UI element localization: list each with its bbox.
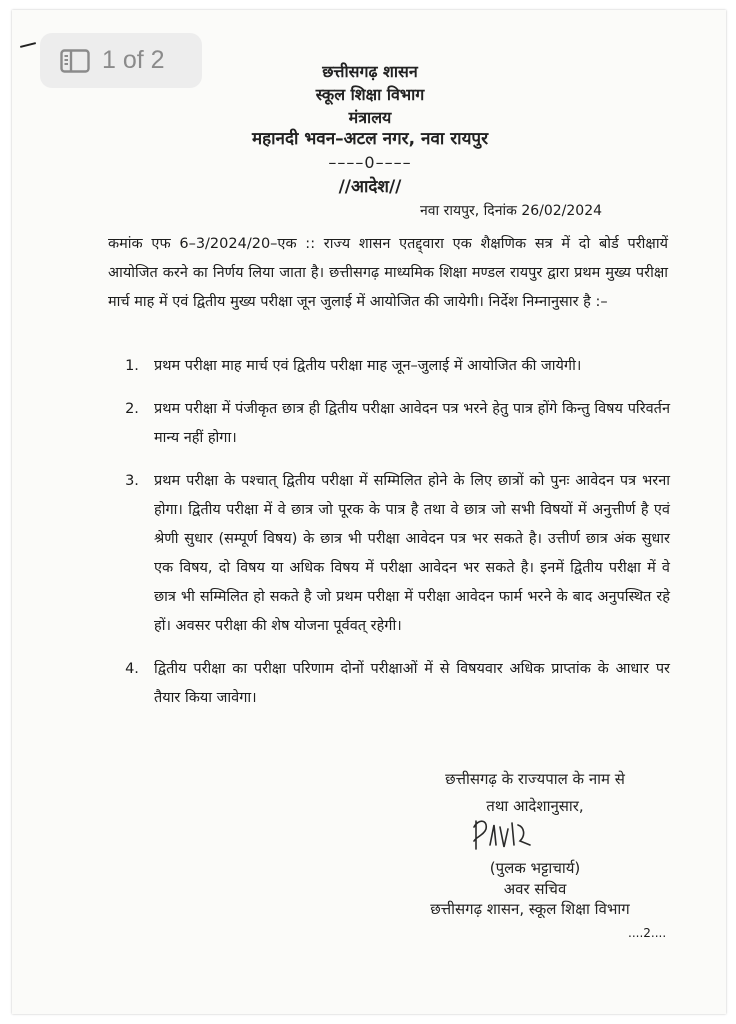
list-item <box>110 467 670 641</box>
list-item-text: प्रथम परीक्षा के पश्चात् द्वितीय परीक्षा में सम्मिलित होने के लिए छात्रों को पुनः आवेदन पत्र भरना होगा। द्वितीय परीक्षा में वे छात्र जो पूरक के पात्र है तथा वे छात्र जो सभी विषयों में अनुत्तीर्ण है एवं श्रेणी सुधार (सम्पूर्ण विषय) के छात्र भी परीक्षा आवेदन पत्र भर सकते है। उत्तीर्ण छात्र अंक सुधार एक विषय, दो विषय या अधिक विषय में परीक्षा आवेदन भर सकते है। इनमें द्वितीय परीक्षा में वे छात्र भी सम्मिलित हो सकते है जो प्रथम परीक्षा में परीक्षा आवेदन फार्म भरने के बाद अनुपस्थित रहे हों। अवसर परीक्षा की शेष योजना पूर्ववत् रहेगी। <box>154 473 670 634</box>
list-item-text: प्रथम परीक्षा माह मार्च एवं द्वितीय परीक्षा माह जून–जुलाई में आयोजित की जायेगी। <box>154 358 582 374</box>
signatory-name: (पुलक भट्टाचार्य) <box>489 859 581 877</box>
header-government: छत्तीसगढ़ शासन <box>322 62 418 81</box>
signatory-department: छत्तीसगढ़ शासन, स्कूल शिक्षा विभाग <box>430 900 630 918</box>
header-department: स्कूल शिक्षा विभाग <box>315 85 425 104</box>
page-indicator[interactable] <box>40 33 202 88</box>
list-item <box>110 352 670 381</box>
signature-authority-line2: तथा आदेशानुसार, <box>486 797 584 815</box>
list-item-number: 2. <box>125 401 139 417</box>
instruction-list <box>110 352 670 727</box>
header-address: महानदी भवन–अटल नगर, नवा रायपुर <box>251 129 489 149</box>
list-item-number: 1. <box>125 358 139 374</box>
list-item <box>110 395 670 453</box>
signatory-designation: अवर सचिव <box>503 880 567 898</box>
list-item-text: द्वितीय परीक्षा का परीक्षा परिणाम दोनों परीक्षाओं में से विषयवार अधिक प्राप्तांक के आधार पर तैयार किया जावेगा। <box>154 661 670 706</box>
list-item <box>110 655 670 713</box>
page-indicator-text: 1 of 2 <box>102 46 165 74</box>
signature-authority-line1: छत्तीसगढ़ के राज्यपाल के नाम से <box>445 770 625 788</box>
list-item-number: 4. <box>125 661 139 677</box>
list-item-number: 3. <box>125 473 139 489</box>
date-line: नवा रायपुर, दिनांक 26/02/2024 <box>420 203 603 219</box>
intro-paragraph: कमांक एफ 6–3/2024/20–एक :: राज्य शासन एतद्द्वारा एक शैक्षणिक सत्र में दो बोर्ड परीक्षायें आयोजित करने का निर्णय लिया जाता है। छत्तीसगढ़ माध्यमिक शिक्षा मण्डल रायपुर द्वारा प्रथम मुख्य परीक्षा मार्च माह में एवं द्वितीय मुख्य परीक्षा जून जुलाई में आयोजित की जायेगी। निर्देश निम्नानुसार है :– <box>108 236 668 310</box>
list-item-text: प्रथम परीक्षा में पंजीकृत छात्र ही द्वितीय परीक्षा आवेदन पत्र भरने हेतु पात्र होंगे किन्तु विषय परिवर्तन मान्य नहीं होगा। <box>154 401 670 446</box>
header-separator: ––––0–––– <box>328 153 412 172</box>
next-page-marker: ....2.... <box>628 926 667 940</box>
sidebar-icon[interactable] <box>60 49 90 73</box>
handwritten-signature <box>468 815 538 855</box>
header-ministry: मंत्रालय <box>348 108 392 127</box>
order-title: //आदेश// <box>338 177 402 197</box>
